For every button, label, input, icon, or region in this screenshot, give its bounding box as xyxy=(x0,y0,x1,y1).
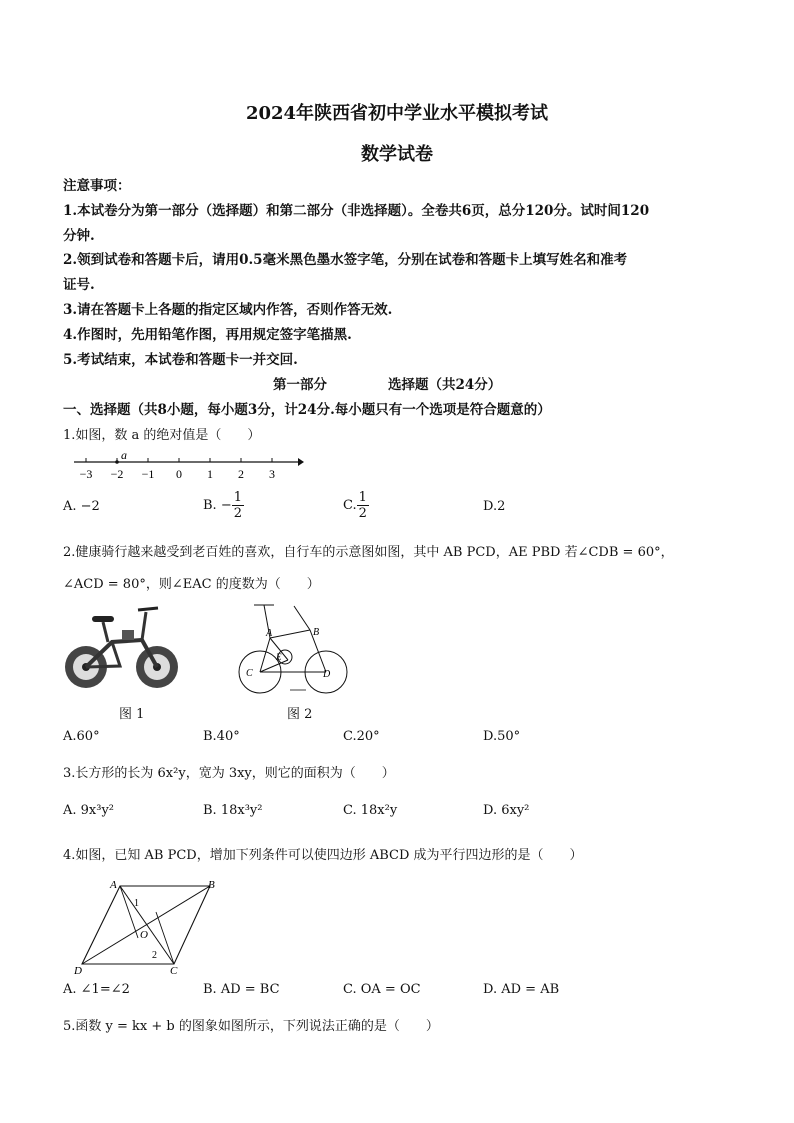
angle-1-label: 1 xyxy=(134,898,139,909)
q4-option-c[interactable]: C. OA = OC xyxy=(343,982,421,997)
notes-heading: 注意事项： xyxy=(63,178,131,194)
q1-option-b-fraction xyxy=(232,490,244,521)
point-a-marker xyxy=(115,460,119,464)
part1-name: 选择题（共24分） xyxy=(388,377,502,393)
angle-2-label: 2 xyxy=(152,950,157,961)
vertex-d-label: D xyxy=(74,965,82,976)
q1-option-c-numerator: 1 xyxy=(358,490,367,505)
label-c: C xyxy=(246,668,253,679)
q2-figure1-caption: 图 1 xyxy=(119,707,145,722)
vertex-c-label: C xyxy=(170,965,178,976)
q3-option-a[interactable]: A. 9x³y² xyxy=(63,803,115,818)
note-5: 5.考试结束，本试卷和答题卡一并交回. xyxy=(63,352,298,368)
segment-c-to-ad xyxy=(156,912,174,964)
q2-option-c[interactable]: C.20° xyxy=(343,729,380,744)
number-line-arrow xyxy=(298,458,304,466)
q2-stem-line2: ∠ACD = 80°，则∠EAC 的度数为（ ） xyxy=(63,577,320,592)
center-o-label: O xyxy=(140,929,148,941)
section1-heading: 一、选择题（共8小题，每小题3分，计24分.每小题只有一个选项是符合题意的） xyxy=(63,402,551,418)
q2-stem-line1: 2.健康骑行越来越受到老百姓的喜欢，自行车的示意图如图，其中 AB PCD，AE PBD 若∠CDB = 60°， xyxy=(63,545,674,560)
q1-option-c-fraction xyxy=(357,490,369,521)
q3-option-c[interactable]: C. 18x²y xyxy=(343,803,398,818)
part1-label: 第一部分 xyxy=(273,377,327,393)
q4-stem: 4.如图，已知 AB PCD，增加下列条件可以使四边形 ABCD 成为平行四边形的是（ ） xyxy=(63,848,583,863)
label-e: E xyxy=(276,652,282,662)
number-line-tick-label: 1 xyxy=(207,467,213,481)
note-4: 4.作图时，先用铅笔作图，再用规定签字笔描黑. xyxy=(63,327,352,343)
q1-option-b-numerator: 1 xyxy=(233,490,242,505)
q1-option-b-denominator: 2 xyxy=(233,506,242,521)
q1-option-a[interactable]: A. −2 xyxy=(63,499,100,514)
q2-figure2-schematic xyxy=(230,600,350,696)
q1-option-b[interactable] xyxy=(203,490,244,521)
exam-title: 2024年陕西省初中学业水平模拟考试 xyxy=(245,103,549,124)
label-b: B xyxy=(313,627,320,638)
q3-option-d[interactable]: D. 6xy² xyxy=(483,803,530,818)
q1-option-c-denominator: 2 xyxy=(358,506,367,521)
number-line-tick-label: 2 xyxy=(238,467,244,481)
q1-option-c-prefix: C. xyxy=(343,498,357,513)
segment-a-to-bc xyxy=(120,886,138,938)
bicycle-seat xyxy=(92,616,114,622)
q2-figure1-bicycle xyxy=(62,600,180,696)
q3-option-b[interactable]: B. 18x³y² xyxy=(203,803,263,818)
note-1a: 1.本试卷分为第一部分（选择题）和第二部分（非选择题）。全卷共6页，总分120分。试时间120 xyxy=(63,203,650,219)
q4-option-a[interactable]: A. ∠1=∠2 xyxy=(63,982,130,997)
note-2a: 2.领到试卷和答题卡后，请用0.5毫米黑色墨水签字笔，分别在试卷和答题卡上填写姓名和准考 xyxy=(63,252,628,268)
diagonal-ac xyxy=(120,886,174,964)
vertex-a-label: A xyxy=(110,879,117,891)
number-line-tick-label: −3 xyxy=(79,467,93,481)
q1-number-line xyxy=(72,450,304,484)
point-a-label: a xyxy=(121,450,127,462)
number-line-tick-label: −2 xyxy=(110,467,124,481)
q4-option-d[interactable]: D. AD = AB xyxy=(483,982,560,997)
segment-ab xyxy=(270,630,310,638)
number-line-tick-label: 0 xyxy=(176,467,182,481)
exam-subtitle: 数学试卷 xyxy=(361,144,433,165)
q1-option-b-prefix: B. − xyxy=(203,498,232,513)
segment-ac xyxy=(260,638,270,672)
q2-option-b[interactable]: B.40° xyxy=(203,729,240,744)
note-2b: 证号. xyxy=(63,277,95,293)
note-3: 3.请在答题卡上各题的指定区域内作答，否则作答无效. xyxy=(63,302,393,318)
q2-figure2-caption: 图 2 xyxy=(287,707,313,722)
q1-option-d[interactable]: D.2 xyxy=(483,499,506,514)
q1-option-c[interactable] xyxy=(343,490,369,521)
vertex-b-label: B xyxy=(208,879,215,891)
label-d: D xyxy=(323,669,331,680)
q3-stem: 3.长方形的长为 6x²y，宽为 3xy，则它的面积为（ ） xyxy=(63,766,395,781)
q2-option-a[interactable]: A.60° xyxy=(63,729,100,744)
number-line-tick-label: −1 xyxy=(141,467,155,481)
note-1b: 分钟. xyxy=(63,228,95,244)
number-line-tick-label: 3 xyxy=(269,467,275,481)
label-a: A xyxy=(266,628,273,639)
q4-option-b[interactable]: B. AD = BC xyxy=(203,982,280,997)
q2-option-d[interactable]: D.50° xyxy=(483,729,521,744)
q4-parallelogram-figure xyxy=(70,876,226,976)
q1-stem: 1.如图，数 a 的绝对值是（ ） xyxy=(63,428,261,443)
q5-stem: 5.函数 y = kx + b 的图象如图所示，下列说法正确的是（ ） xyxy=(63,1019,439,1034)
